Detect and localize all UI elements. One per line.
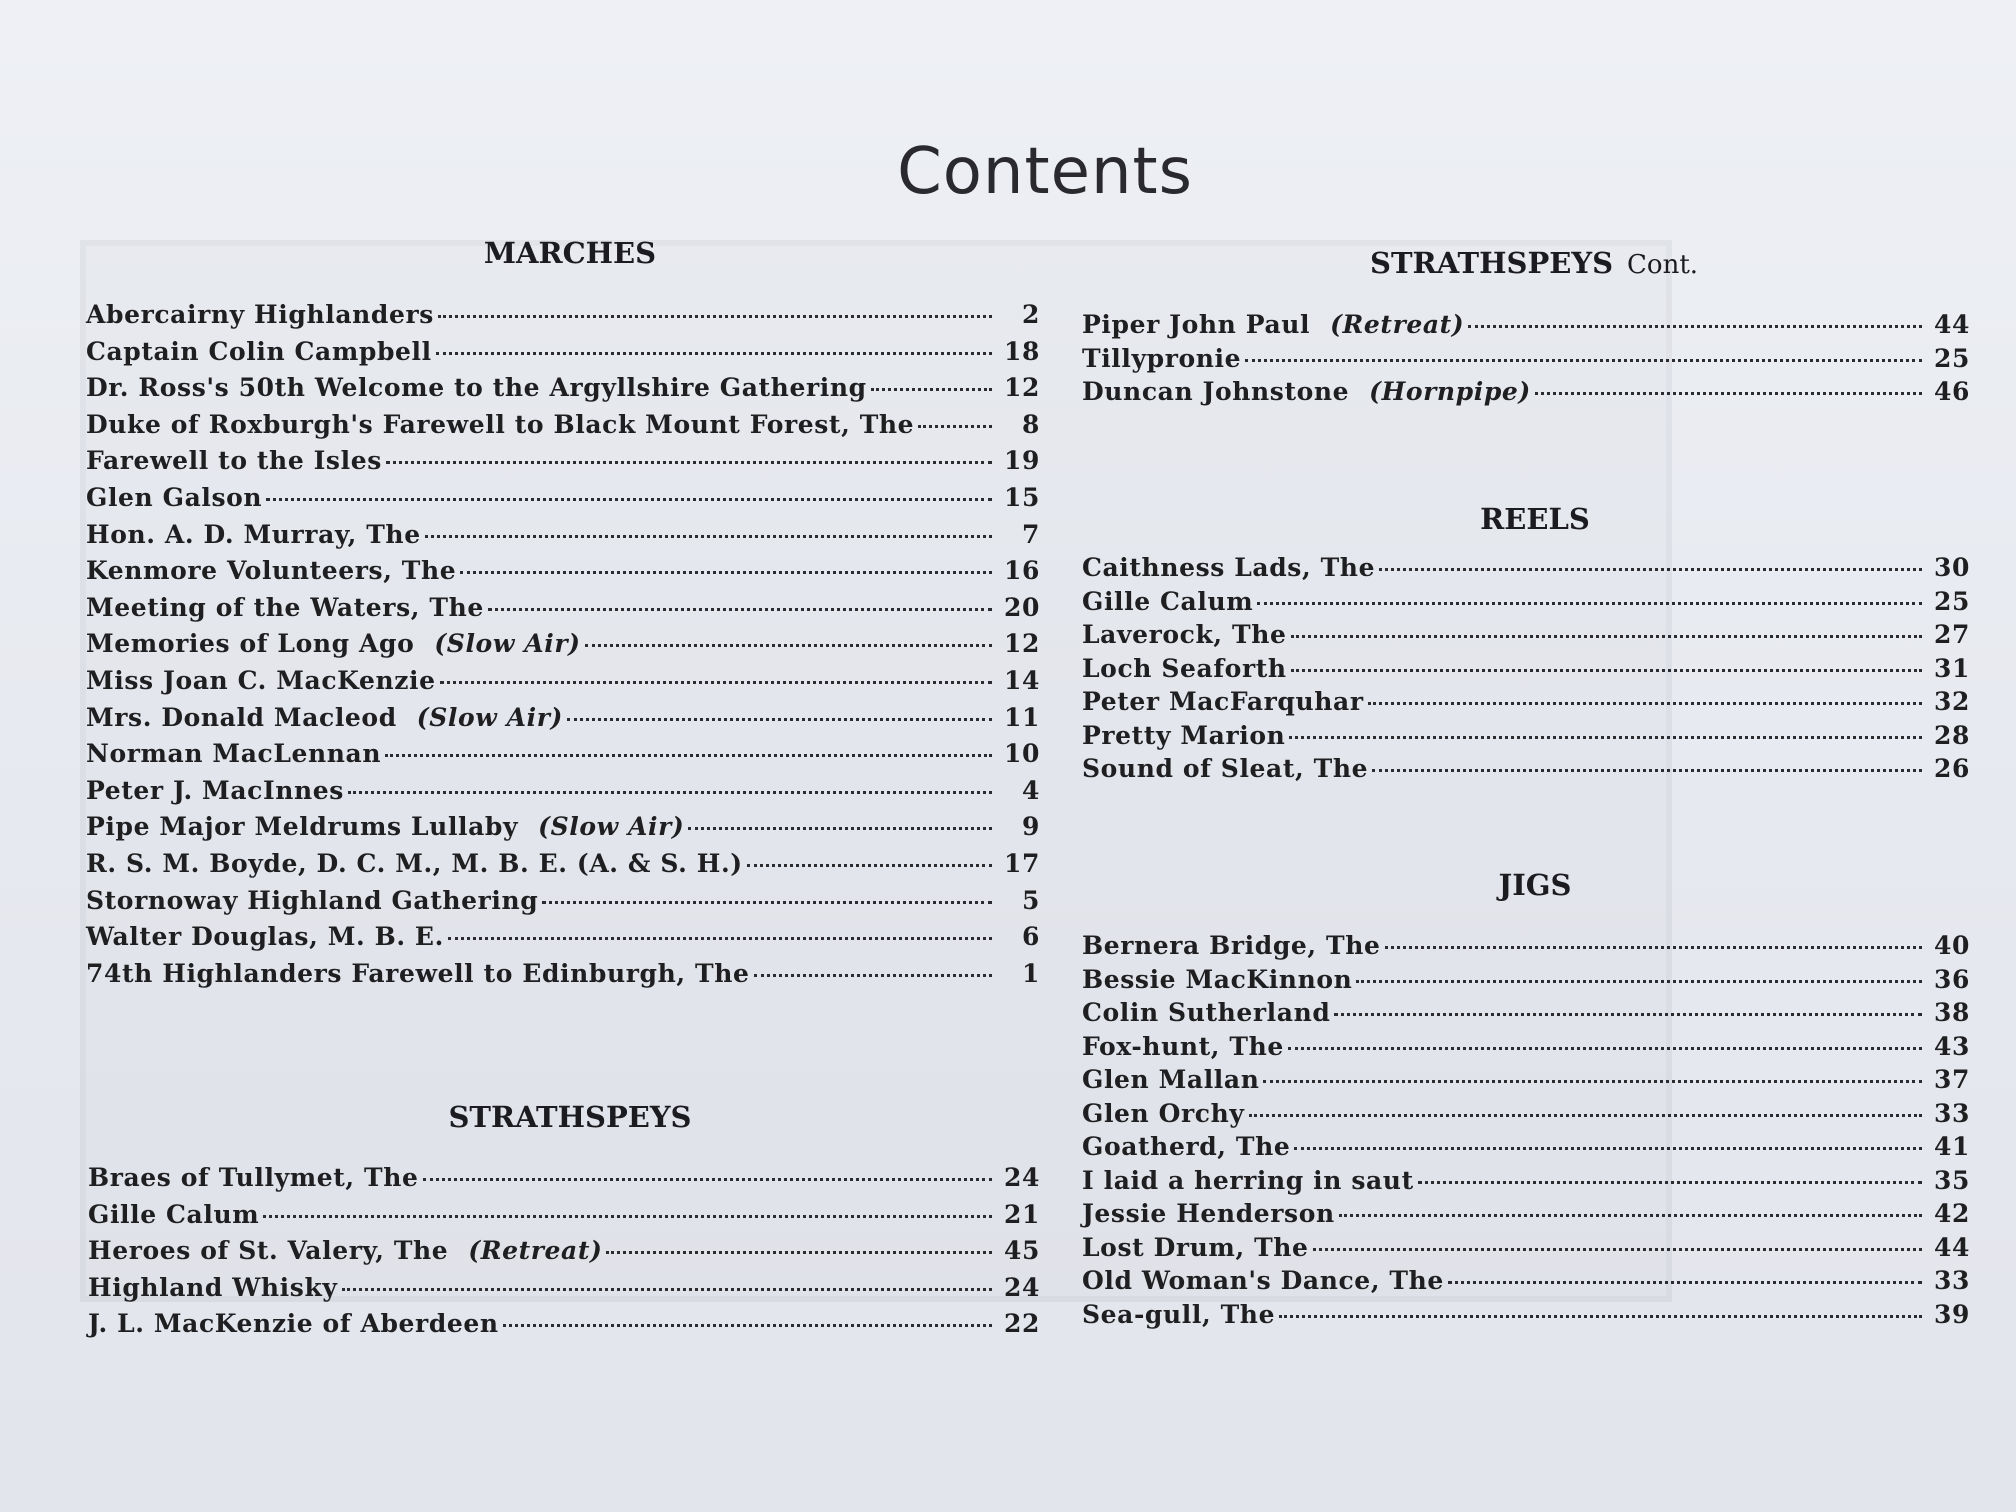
page-number: 17 [1004, 848, 1040, 878]
entry-title: Braes of Tullymet, The [88, 1163, 419, 1192]
page-number: 40 [1934, 931, 1970, 960]
entry-title: Norman MacLennan [86, 739, 382, 769]
dot-leader [754, 974, 993, 977]
entry-title: Sound of Sleat, The [1082, 754, 1369, 783]
dot-leader [1339, 1214, 1922, 1217]
entry-title: Glen Orchy [1082, 1098, 1245, 1128]
contents-entry [1082, 998, 1970, 1032]
contents-entry [86, 337, 1040, 374]
dot-leader [1263, 1080, 1922, 1083]
entry-title: Gille Calum [88, 1199, 260, 1229]
entry-title: Peter MacFarquhar [1082, 687, 1364, 716]
contents-entry [88, 1236, 1040, 1273]
entry-title: Glen Galson [86, 482, 263, 512]
entry-title: Walter Douglas, M. B. E. [86, 922, 444, 952]
reels-list [1082, 553, 1970, 788]
contents-entry [1082, 553, 1970, 587]
dot-leader [385, 754, 992, 757]
page-number: 33 [1934, 1098, 1970, 1128]
page-number: 30 [1934, 553, 1970, 582]
dot-leader [1245, 359, 1922, 362]
dot-leader [1448, 1281, 1922, 1284]
dot-leader [585, 644, 992, 647]
entry-title: Highland Whisky [88, 1272, 338, 1302]
entry-title: Memories of Long Ago [86, 629, 415, 659]
dot-leader [436, 352, 992, 355]
page-number: 20 [1004, 592, 1040, 622]
dot-leader [425, 535, 992, 538]
entry-title: Pipe Major Meldrums Lullaby [86, 812, 519, 842]
entry-title: I laid a herring in saut [1082, 1165, 1414, 1195]
page-number: 6 [1022, 922, 1040, 952]
entry-note: (Retreat) [1330, 310, 1465, 339]
dot-leader [871, 388, 992, 391]
contents-entry [86, 959, 1040, 996]
entry-title: Captain Colin Campbell [86, 336, 432, 366]
contents-entry [86, 666, 1040, 703]
dot-leader [1356, 980, 1922, 983]
contents-entry [1082, 1132, 1970, 1166]
page-number: 36 [1934, 964, 1970, 994]
entry-title: Dr. Ross's 50th Welcome to the Argyllshire Gathering [86, 373, 867, 403]
contents-entry [1082, 654, 1970, 688]
entry-title: Duncan Johnstone [1082, 377, 1350, 406]
dot-leader [1288, 1047, 1922, 1050]
entry-title: Glen Mallan [1082, 1065, 1260, 1094]
contents-entry [86, 739, 1040, 776]
page-number: 26 [1934, 754, 1970, 783]
page-number: 44 [1934, 1232, 1970, 1262]
marches-heading: MARCHES [483, 236, 657, 270]
page-number: 12 [1004, 629, 1040, 659]
entry-title: Mrs. Donald Macleod [86, 702, 397, 732]
contents-entry [86, 410, 1040, 447]
page-number: 14 [1004, 665, 1040, 695]
dot-leader [488, 608, 992, 611]
contents-entry [86, 812, 1040, 849]
entry-title: Hon. A. D. Murray, The [86, 519, 421, 549]
contents-entry [1082, 1266, 1970, 1300]
dot-leader [440, 681, 992, 684]
entry-title: Piper John Paul [1082, 310, 1311, 339]
contents-entry [1082, 1099, 1970, 1133]
contents-entry [1082, 620, 1970, 654]
entry-title: Heroes of St. Valery, The [88, 1236, 449, 1266]
entry-title: Stornoway Highland Gathering [86, 885, 539, 915]
contents-entry [1082, 687, 1970, 721]
entry-title: Fox-hunt, The [1082, 1031, 1284, 1061]
cont-label: Cont. [1627, 250, 1699, 280]
contents-entry [1082, 1199, 1970, 1233]
page-number: 21 [1004, 1199, 1040, 1229]
page-title: Contents [897, 135, 1193, 209]
page-number: 28 [1934, 720, 1970, 750]
page-number: 39 [1934, 1299, 1970, 1329]
contents-entry [1082, 310, 1970, 344]
dot-leader [1257, 602, 1922, 605]
dot-leader [1279, 1315, 1922, 1318]
page-number: 19 [1004, 446, 1040, 476]
contents-entry [1082, 1300, 1970, 1334]
contents-entry [86, 373, 1040, 410]
page-number: 32 [1934, 687, 1970, 716]
page-number: 37 [1934, 1065, 1970, 1094]
strathspeys-heading: STRATHSPEYS [448, 1100, 692, 1134]
dot-leader [606, 1251, 992, 1254]
contents-entry [1082, 931, 1970, 965]
dot-leader [1249, 1114, 1922, 1117]
dot-leader [263, 1215, 992, 1218]
entry-note: (Slow Air) [416, 702, 563, 732]
contents-entry [86, 849, 1040, 886]
strathspeys-list [88, 1163, 1040, 1346]
entry-title: Gille Calum [1082, 586, 1254, 616]
dot-leader [1291, 669, 1922, 672]
page-number: 18 [1004, 336, 1040, 366]
dot-leader [1291, 635, 1923, 638]
entry-title: Sea-gull, The [1082, 1299, 1276, 1329]
page-number: 41 [1934, 1132, 1970, 1161]
page-number: 24 [1004, 1163, 1040, 1192]
contents-entry [88, 1163, 1040, 1200]
page-number: 43 [1934, 1031, 1970, 1061]
dot-leader [747, 864, 992, 867]
contents-entry [86, 520, 1040, 557]
entry-title: Miss Joan C. MacKenzie [86, 665, 436, 695]
contents-entry [86, 593, 1040, 630]
page-number: 22 [1004, 1309, 1040, 1339]
contents-entry [1082, 1233, 1970, 1267]
contents-entry [88, 1200, 1040, 1237]
contents-entry [1082, 377, 1970, 411]
entry-title: Farewell to the Isles [86, 446, 382, 476]
entry-note: (Slow Air) [434, 629, 581, 659]
page-number: 2 [1022, 300, 1040, 329]
entry-title: Bernera Bridge, The [1082, 931, 1381, 960]
entry-title: Old Woman's Dance, The [1082, 1266, 1444, 1295]
entry-title: Goatherd, The [1082, 1132, 1291, 1161]
dot-leader [542, 901, 992, 904]
dot-leader [460, 571, 992, 574]
entry-title: Caithness Lads, The [1082, 553, 1376, 582]
contents-entry [86, 886, 1040, 923]
entry-title: 74th Highlanders Farewell to Edinburgh, The [86, 958, 750, 988]
dot-leader [503, 1324, 992, 1327]
dot-leader [423, 1178, 992, 1181]
dot-leader [348, 791, 992, 794]
contents-entry [1082, 965, 1970, 999]
entry-title: J. L. MacKenzie of Aberdeen [88, 1309, 499, 1339]
page-number: 33 [1934, 1266, 1970, 1295]
dot-leader [567, 718, 992, 721]
strathspeys-cont-list [1082, 310, 1970, 411]
contents-entry [86, 703, 1040, 740]
contents-entry [86, 483, 1040, 520]
page-number: 45 [1004, 1236, 1040, 1266]
contents-entry [86, 629, 1040, 666]
contents-entry [1082, 754, 1970, 788]
dot-leader [1535, 392, 1922, 395]
dot-leader [1294, 1147, 1922, 1150]
dot-leader [266, 498, 992, 501]
entry-note: (Retreat) [468, 1236, 603, 1266]
page-number: 10 [1004, 739, 1040, 769]
dot-leader [1385, 946, 1922, 949]
dot-leader [1418, 1181, 1922, 1184]
dot-leader [688, 827, 992, 830]
page-number: 27 [1934, 620, 1970, 649]
jigs-heading: JIGS [1498, 868, 1572, 902]
jigs-list [1082, 931, 1970, 1333]
page-number: 31 [1934, 653, 1970, 683]
contents-entry [1082, 344, 1970, 378]
page-number: 8 [1022, 409, 1040, 439]
entry-title: Abercairny Highlanders [86, 300, 434, 329]
contents-entry [1082, 721, 1970, 755]
entry-title: Pretty Marion [1082, 720, 1286, 750]
page-number: 5 [1022, 885, 1040, 915]
page-number: 25 [1934, 343, 1970, 373]
contents-entry [1082, 1166, 1970, 1200]
strathspeys-cont-title: STRATHSPEYS [1370, 246, 1614, 280]
dot-leader [1334, 1013, 1922, 1016]
entry-title: Duke of Roxburgh's Farewell to Black Mount Forest, The [86, 409, 915, 439]
contents-entry [86, 776, 1040, 813]
page-number: 42 [1934, 1199, 1970, 1228]
entry-title: Bessie MacKinnon [1082, 964, 1353, 994]
entry-note: (Hornpipe) [1369, 377, 1531, 406]
contents-entry [1082, 1065, 1970, 1099]
contents-entry [86, 922, 1040, 959]
dot-leader [448, 937, 992, 940]
strathspeys-cont-heading [1370, 246, 1710, 280]
entry-title: Meeting of the Waters, The [86, 592, 484, 622]
dot-leader [1379, 568, 1922, 571]
page-number: 4 [1022, 775, 1040, 805]
page-number: 16 [1004, 556, 1040, 586]
page-number: 1 [1022, 958, 1040, 988]
contents-entry [1082, 587, 1970, 621]
entry-title: Peter J. MacInnes [86, 775, 344, 805]
dot-leader [438, 315, 992, 318]
dot-leader [1289, 736, 1922, 739]
contents-entry [86, 446, 1040, 483]
dot-leader [342, 1288, 992, 1291]
page-number: 46 [1934, 377, 1970, 406]
dot-leader [386, 461, 992, 464]
reels-heading: REELS [1480, 502, 1590, 536]
dot-leader [1468, 325, 1922, 328]
page-number: 44 [1934, 310, 1970, 339]
entry-title: Kenmore Volunteers, The [86, 556, 457, 586]
page-number: 15 [1004, 482, 1040, 512]
entry-title: Laverock, The [1082, 620, 1287, 649]
contents-entry [88, 1309, 1040, 1346]
dot-leader [1372, 769, 1922, 772]
page-number: 11 [1004, 702, 1040, 732]
dot-leader [1313, 1248, 1922, 1251]
page-number: 25 [1934, 586, 1970, 616]
page-number: 24 [1004, 1272, 1040, 1302]
entry-title: Lost Drum, The [1082, 1232, 1309, 1262]
dot-leader [1368, 702, 1922, 705]
entry-title: Colin Sutherland [1082, 998, 1331, 1027]
entry-title: Loch Seaforth [1082, 653, 1287, 683]
page-number: 9 [1022, 812, 1040, 842]
entry-title: R. S. M. Boyde, D. C. M., M. B. E. (A. & S. H.) [86, 848, 743, 878]
contents-entry [86, 300, 1040, 337]
contents-entry [1082, 1032, 1970, 1066]
page-number: 38 [1934, 998, 1970, 1027]
dot-leader [918, 425, 992, 428]
page-number: 7 [1022, 519, 1040, 549]
entry-title: Tillypronie [1082, 343, 1242, 373]
page-number: 12 [1004, 373, 1040, 403]
entry-note: (Slow Air) [538, 812, 685, 842]
contents-entry [88, 1273, 1040, 1310]
marches-list [86, 300, 1040, 995]
page-number: 35 [1934, 1165, 1970, 1195]
contents-entry [86, 556, 1040, 593]
entry-title: Jessie Henderson [1082, 1199, 1335, 1228]
